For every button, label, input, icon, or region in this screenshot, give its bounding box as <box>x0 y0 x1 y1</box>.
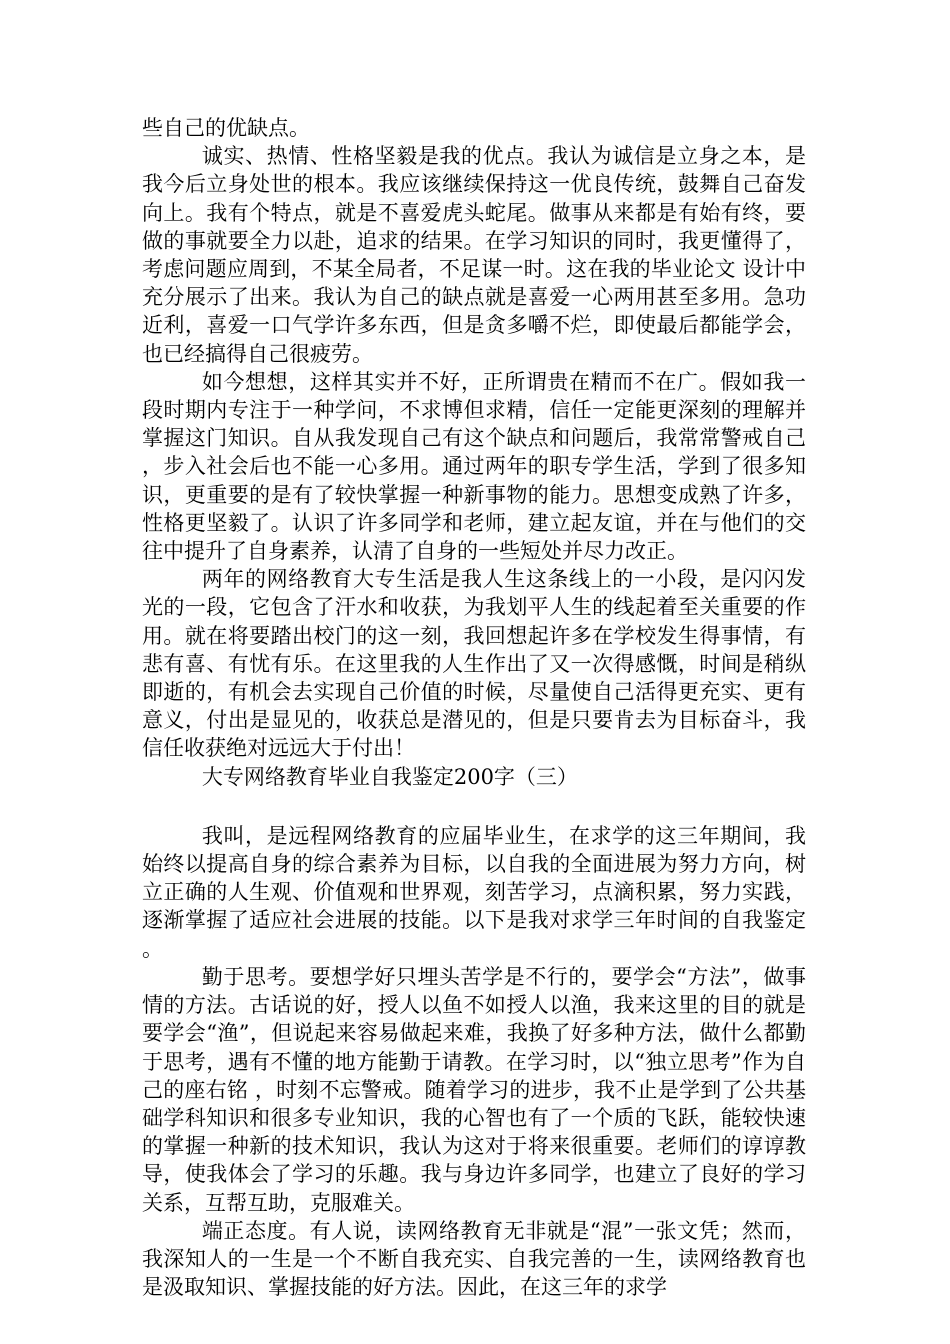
paragraph-continuation: 些自己的优缺点。 <box>142 116 310 140</box>
document-page <box>142 114 806 1301</box>
paragraph-strengths: 诚实、热情、性格坚毅是我的优点。我认为诚信是立身之本，是我今后立身处世的根本。我应该继续保持这一优良传统，鼓舞自己奋发向上。我有个特点，就是不喜爱虎头蛇尾。做事从来都是有始有终，要做的事就要全力以赴，追求的结果。在学习知识的同时，我更懂得了，考虑问题应周到，不某全局者，不足谋一时。这在我的毕业论文 设计中充分展示了出来。我认为自己的缺点就是喜爱一心两用甚至多用。急功近利，喜爱一口气学许多东西，但是贪多嚼不烂，即使最后都能学会，也已经搞得自己很疲劳。 <box>142 144 806 366</box>
blank-line <box>142 791 806 822</box>
paragraph-reflection: 如今想想，这样其实并不好，正所谓贵在精而不在广。假如我一段时期内专注于一种学问，不求博但求精，信任一定能更深刻的理解并掌握这门知识。自从我发现自己有这个缺点和问题后，我常常警戒自己，步入社会后也不能一心多用。通过两年的职专学生活，学到了很多知识，更重要的是有了较快掌握一种新事物的能力。思想变成熟了许多，性格更坚毅了。认识了许多同学和老师，建立起友谊，并在与他们的交往中提升了自身素养，认清了自身的一些短处并尽力改正。 <box>142 369 806 564</box>
section-heading: 大专网络教育毕业自我鉴定200字（三） <box>201 764 578 789</box>
paragraph-introduction: 我叫，是远程网络教育的应届毕业生，在求学的这三年期间，我始终以提高自身的综合素养为目标，以自我的全面进展为努力方向，树立正确的人生观、价值观和世界观，刻苦学习，点滴积累，努力实践，逐渐掌握了适应社会进展的技能。以下是我对求学三年时间的自我鉴定。 <box>142 823 806 961</box>
paragraph-attitude: 端正态度。有人说，读网络教育无非就是“混”一张文凭；然而，我深知人的一生是一个不断自我充实、自我完善的一生，读网络教育也是汲取知识、掌握技能的好方法。因此，在这三年的求学 <box>142 1218 806 1300</box>
paragraph-two-years: 两年的网络教育大专生活是我人生这条线上的一小段，是闪闪发光的一段，它包含了汗水和收获，为我划平人生的线起着至关重要的作用。就在将要踏出校门的这一刻，我回想起许多在学校发生得事情，有悲有喜、有忧有乐。在这里我的人生作出了又一次得感慨，时间是稍纵即逝的，有机会去实现自己价值的时候，尽量使自己活得更充实、更有意义，付出是显见的，收获总是潜见的，但是只要肯去为目标奋斗，我信任收获绝对远远大于付出！ <box>142 567 806 761</box>
paragraph-thinking: 勤于思考。要想学好只埋头苦学是不行的，要学会“方法”，做事情的方法。古话说的好，授人以鱼不如授人以渔，我来这里的目的就是要学会“渔”，但说起来容易做起来难，我换了好多种方法，做什么都勤于思考，遇有不懂的地方能勤于请教。在学习时，以“独立思考”作为自己的座右铭 ，时刻不忘警戒。随着学习的进步，我不止是学到了公共基础学科知识和很多专业知识，我的心智也有了一个质的飞跃，能较快速的掌握一种新的技术知识，我认为这对于将来很重要。老师们的谆谆教导，使我体会了学习的乐趣。我与身边许多同学，也建立了良好的学习关系，互帮互助，克服难关。 <box>142 964 806 1215</box>
